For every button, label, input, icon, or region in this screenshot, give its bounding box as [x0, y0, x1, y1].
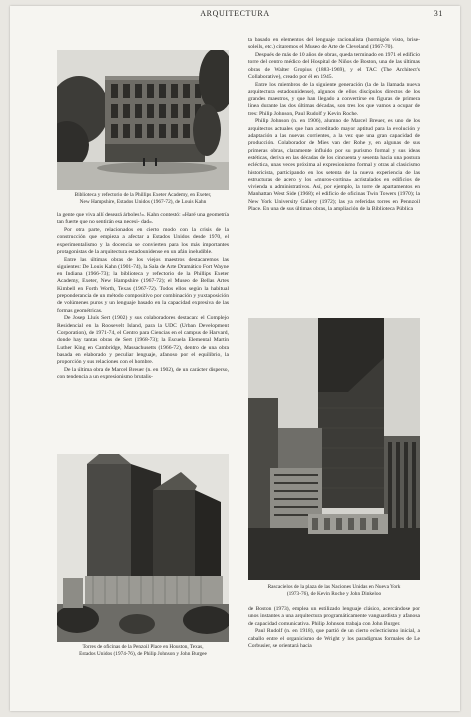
- caption-line: Estados Unidos (1974-76), de Philip Johnson y John Burgee: [79, 650, 207, 657]
- right-column-text-bottom: [248, 606, 420, 651]
- caption-line: Biblioteca y refectorio de la Phillips Exeter Academy, en Exeter,: [74, 192, 212, 198]
- caption-line: New Hampshire, Estados Unidos (1967-72), de Louis Kahn: [79, 198, 207, 205]
- paragraph: Philip Johnson (n. en 1906), alumno de Marcel Breuer, es uno de los arquitectos actuales que han acreditado mayor aptitud para la evolución y adaptación a las nuevas corrientes, a la vez que una gran capacidad de producción. Colaborador de Mies van der Rohe y, en algunas de sus primeras obras, claramente influido por su purismo formal y sus ideas estéticas, deriva en las décadas de los cincuenta y sesenta hacia una postura ecléctica, unas veces próxima al expresionismo formal y otras al clasicismo historicista, participando en los setenta de la nueva experiencia de las estructuras de acero y los «muros-cortina» acristalados en edificios de vivienda u administrativos. Así, por ejemplo, la torre de apartamentos en Manhattan West Side (1968); el edificio de oficinas Twin Towers (1970); la New York University Gallery (1972); las ya referidas torres en Pennzoil Place. En una de sus últimas obras, la ampliación de la Biblioteca Pública: [248, 118, 420, 212]
- caption-line: (1973-76), de Kevin Roche y John Dinkeloo: [286, 590, 382, 597]
- un-plaza-caption: [248, 584, 420, 598]
- caption-line: Torres de oficinas de la Penzoil Place en Houston, Texas,: [82, 644, 204, 650]
- paragraph: [57, 212, 229, 227]
- pennzoil-caption: [57, 644, 229, 658]
- paragraph: De Josep Lluís Sert (1902) y sus colaboradores destacan: el Complejo Residencial en la Roosevelt Island, para la UDC (Urban Development Corporation), de 1971-74, el Centro para Ciencias en el campus de Harvard, donde hay tantas obras de Sert (1968-73); la Escuela Elemental Martin Luther King en Cambridge, Massachusetts (1966-72), dentro de una obra basada en elaborado y peculiar lenguaje, afanoso por el equilibrio, la proporción y sus relaciones con el hombre.: [57, 315, 229, 366]
- pennzoil-towers-photo: [57, 454, 229, 642]
- paragraph: Entre las últimas obras de los viejos maestros destacaremos las siguientes: De Louis Kahn (1901-74), la Sala de Arte Dramático Fort Wayne en Indiana (1966-73); la biblioteca y refectorio de la Phillips Exeter Academy, Exeter, New Hampshire (1967-72); el Museo de Bellas Artes Kimbell en Forth Worth, Texas (1967-72). Todos ellos según la habitual preponderancia de un método compositivo por combinación y yuxtaposición de volúmenes puros y un lenguaje basado en la capacidad expresiva de las formas geométricas.: [57, 256, 229, 314]
- page-header: [10, 6, 460, 22]
- paragraph: Paul Rudolf (n. en 1918), que partió de un cierto eclecticismo inicial, a caballo entre el organicismo de Wright y los paradigmas formales de Le Corbusier, se orientará hacia: [248, 628, 420, 649]
- text-line: «Haré una geometría tan fuerte que no sentirán esa necesi-: [57, 212, 230, 226]
- page-number: 31: [433, 9, 443, 18]
- magazine-page: [10, 6, 460, 711]
- text-line: dad».: [141, 219, 154, 226]
- left-column-text: [57, 212, 229, 382]
- paragraph: Entre los miembros de la siguiente generación (la de la llamada nueva arquitectura estadounidense), algunos de ellos discípulos directos de los grandes maestros, y que han llegado a convertirse en figuras de primera línea durante las dos últimas décadas, son tres los que vamos a ocupar de tres: Philip Johnson, Paul Rudolf y Kevin Roche.: [248, 81, 420, 117]
- paragraph: Por otra parte, relacionados en cierto modo con la crisis de la construcción que empieza a afectar a Estados Unidos desde 1970, el experimentalismo y la docencia se convierten para los más importantes protagonistas de la arquitectura estadounidense en un afán ineludible.: [57, 226, 229, 255]
- right-column-text: [248, 37, 420, 214]
- paragraph: Después de más de 10 años de obras, queda terminado en 1971 el edificio torre del centro médico del Hospital de Niños de Boston, una de las últimas obras de Walter Gropius (1883-1969), y el TAC (The Architect's Collaborative), creado por él en 1945.: [248, 51, 420, 80]
- paragraph: ta basado en elementos del lenguaje racionalista (hormigón visto, brise-soleils, etc.) citaremos el Museo de Arte de Cleveland (1967-70).: [248, 37, 420, 51]
- paragraph: De la última obra de Marcel Breuer (n. en 1902), de un carácter disperso, con tendencia a un expresionismo brutalis-: [57, 366, 229, 381]
- un-plaza-skyscraper-photo: [248, 318, 420, 580]
- exeter-library-photo: [57, 50, 229, 190]
- caption-line: Rascacielos de la plaza de las Naciones Unidas en Nueva York: [267, 584, 401, 590]
- running-title: ARQUITECTURA: [200, 9, 270, 18]
- exeter-caption: [57, 192, 229, 206]
- text-line: la gente que viva allí deseará árboles!». Kahn contestó:: [57, 212, 181, 218]
- paragraph: de Boston (1973), emplea un estilizado lenguaje clásico, acercándose por unos instantes a una arquitectura programáticamente vanguardista y afanosa de capacidad comunicativa. Philip Johnson trabaja con John Burger.: [248, 606, 420, 627]
